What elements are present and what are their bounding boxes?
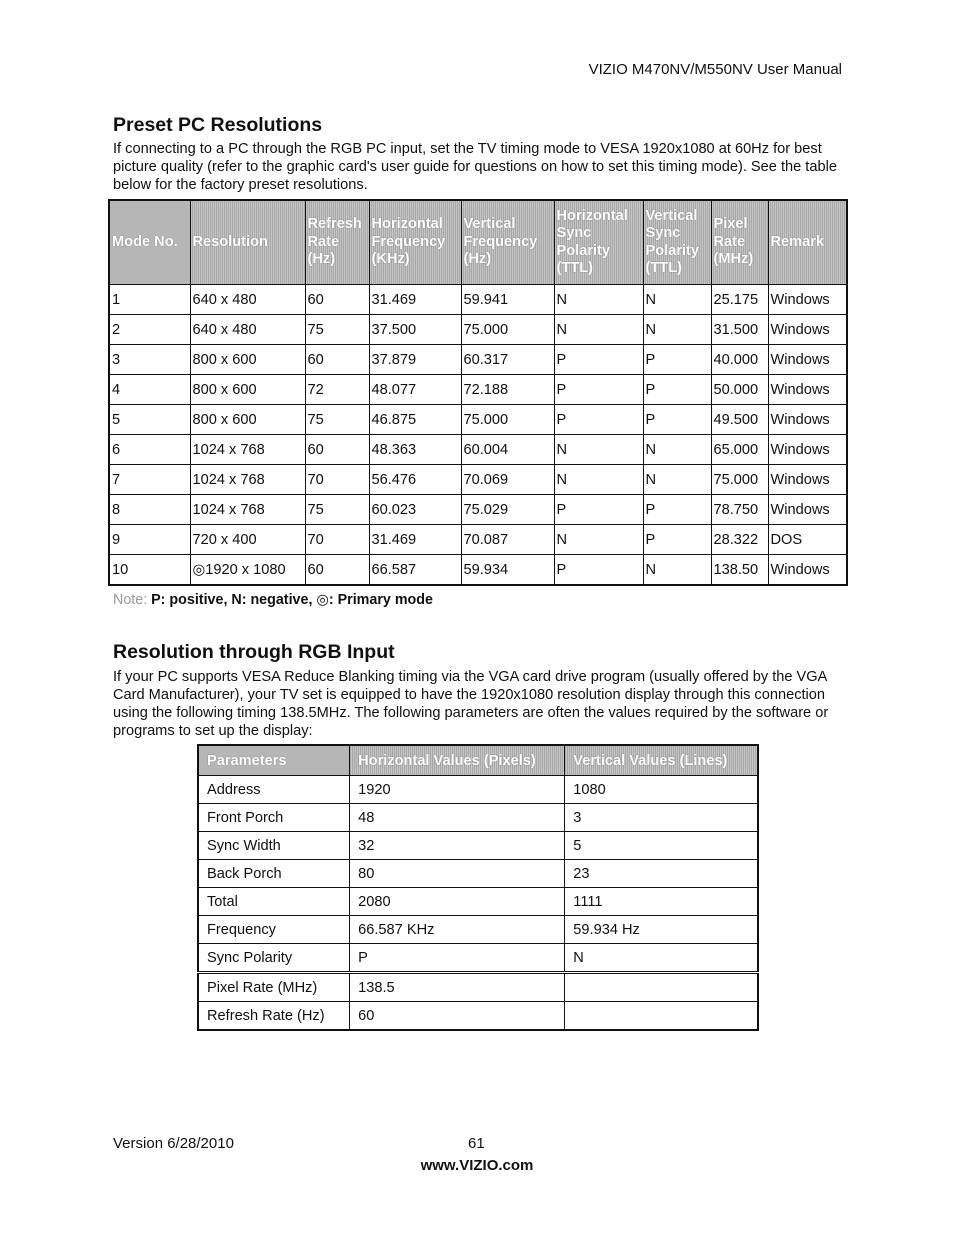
table-cell: N	[643, 285, 711, 315]
table-cell: ◎1920 x 1080	[190, 555, 305, 586]
table-cell: 31.469	[369, 285, 461, 315]
table-row	[198, 832, 758, 860]
table-cell: 1024 x 768	[190, 435, 305, 465]
table-cell: P	[554, 345, 643, 375]
table-cell: 48.363	[369, 435, 461, 465]
column-header: Parameters	[198, 745, 350, 776]
table-row	[109, 345, 847, 375]
table-cell: N	[643, 555, 711, 586]
column-header: Vertical Frequency (Hz)	[461, 200, 554, 285]
column-header: Mode No.	[109, 200, 190, 285]
table-cell: 40.000	[711, 345, 768, 375]
table-cell: 5	[109, 405, 190, 435]
table-cell: 640 x 480	[190, 315, 305, 345]
table-cell: 3	[565, 804, 758, 832]
table-cell: 60.023	[369, 495, 461, 525]
table-cell: 1024 x 768	[190, 495, 305, 525]
table-cell: 31.500	[711, 315, 768, 345]
table-cell: 75.000	[461, 405, 554, 435]
column-header: Horizontal Sync Polarity (TTL)	[554, 200, 643, 285]
table-cell: 75	[305, 405, 369, 435]
table-cell: P	[643, 405, 711, 435]
table-cell: 640 x 480	[190, 285, 305, 315]
table-note	[113, 592, 433, 608]
table-cell: 37.879	[369, 345, 461, 375]
table-cell: 72	[305, 375, 369, 405]
table-cell: Windows	[768, 495, 847, 525]
table-row	[109, 375, 847, 405]
table-cell: P	[554, 375, 643, 405]
table-cell: 60	[350, 1002, 565, 1031]
table-cell: Windows	[768, 375, 847, 405]
table-row	[109, 405, 847, 435]
table-cell: 32	[350, 832, 565, 860]
column-header: Pixel Rate (MHz)	[711, 200, 768, 285]
section-intro-rgb: If your PC supports VESA Reduce Blanking timing via the VGA card drive program (usually offered by the VGA Card Manufacturer), your TV set is equipped to have the 1920x1080 resolution display through this connection using the following timing 138.5MHz. The following parameters are often the values required by the software or programs to set up the display:	[113, 669, 829, 739]
table-cell: 6	[109, 435, 190, 465]
table-row	[198, 804, 758, 832]
table-cell: P	[643, 375, 711, 405]
table-cell: Windows	[768, 555, 847, 586]
table-cell	[565, 973, 758, 1002]
table-cell: 75.000	[461, 315, 554, 345]
table-cell: 1	[109, 285, 190, 315]
table-cell: Sync Width	[198, 832, 350, 860]
table-cell: 59.934 Hz	[565, 916, 758, 944]
section-title-preset-pc-resolutions: Preset PC Resolutions	[113, 114, 323, 136]
table-cell: P	[643, 525, 711, 555]
table-cell	[565, 1002, 758, 1031]
table-cell: Frequency	[198, 916, 350, 944]
table-cell: 138.5	[350, 973, 565, 1002]
table-cell: Windows	[768, 465, 847, 495]
table-cell: 60	[305, 435, 369, 465]
table-cell: 2080	[350, 888, 565, 916]
table-cell: 800 x 600	[190, 345, 305, 375]
table-cell: 25.175	[711, 285, 768, 315]
table-cell: 60.004	[461, 435, 554, 465]
table-cell: 37.500	[369, 315, 461, 345]
table-cell: 66.587	[369, 555, 461, 586]
footer-version: Version 6/28/2010	[113, 1135, 234, 1152]
table-cell: 800 x 600	[190, 375, 305, 405]
table-cell: N	[554, 525, 643, 555]
table-cell: 138.50	[711, 555, 768, 586]
table-row	[109, 285, 847, 315]
table-cell: 75	[305, 315, 369, 345]
table-cell: N	[565, 944, 758, 973]
table-cell: 23	[565, 860, 758, 888]
page-number: 61	[468, 1135, 485, 1152]
table-cell: Windows	[768, 345, 847, 375]
table-cell: 78.750	[711, 495, 768, 525]
table-cell: 75	[305, 495, 369, 525]
table-row	[109, 555, 847, 586]
table-cell: 7	[109, 465, 190, 495]
table-cell: N	[554, 315, 643, 345]
table-cell: N	[643, 435, 711, 465]
section-intro-preset: If connecting to a PC through the RGB PC input, set the TV timing mode to VESA 1920x1080 at 60Hz for best picture quality (refer to the graphic card's user guide for questions on how to set this timing mode). See the table below for the factory preset resolutions.	[113, 141, 837, 193]
table-cell: 10	[109, 555, 190, 586]
table-cell: 4	[109, 375, 190, 405]
table-cell: 31.469	[369, 525, 461, 555]
column-header: Vertical Values (Lines)	[565, 745, 758, 776]
table-cell: 720 x 400	[190, 525, 305, 555]
table-cell: 800 x 600	[190, 405, 305, 435]
table-cell: Sync Polarity	[198, 944, 350, 973]
table-cell: 70	[305, 465, 369, 495]
table-cell: 60.317	[461, 345, 554, 375]
table-row	[198, 916, 758, 944]
table-cell: Front Porch	[198, 804, 350, 832]
table-cell: 9	[109, 525, 190, 555]
column-header: Horizontal Values (Pixels)	[350, 745, 565, 776]
table-cell: DOS	[768, 525, 847, 555]
table-cell: Windows	[768, 435, 847, 465]
table-cell: Address	[198, 776, 350, 804]
table-cell: 60	[305, 285, 369, 315]
table-cell: Refresh Rate (Hz)	[198, 1002, 350, 1031]
table-cell: 48.077	[369, 375, 461, 405]
table-cell: 65.000	[711, 435, 768, 465]
table-cell: N	[554, 465, 643, 495]
note-label: Note:	[113, 592, 148, 608]
table-cell: N	[554, 435, 643, 465]
footer-website: www.VIZIO.com	[420, 1157, 534, 1174]
table-cell: 1920	[350, 776, 565, 804]
table-cell: 1080	[565, 776, 758, 804]
table-row	[109, 435, 847, 465]
section-title-rgb-input: Resolution through RGB Input	[113, 641, 395, 663]
column-header: Refresh Rate (Hz)	[305, 200, 369, 285]
table-cell: 60	[305, 555, 369, 586]
table-cell: P	[643, 495, 711, 525]
table-cell: 75.029	[461, 495, 554, 525]
table-cell: 3	[109, 345, 190, 375]
table-cell: 59.934	[461, 555, 554, 586]
column-header: Resolution	[190, 200, 305, 285]
table-row	[198, 888, 758, 916]
table-cell: Back Porch	[198, 860, 350, 888]
table-cell: P	[350, 944, 565, 973]
table-cell: N	[643, 465, 711, 495]
table-cell: 2	[109, 315, 190, 345]
table-cell: 66.587 KHz	[350, 916, 565, 944]
table-row	[198, 973, 758, 1002]
note-text: P: positive, N: negative, ◎: Primary mode	[147, 592, 433, 608]
table-cell: Windows	[768, 285, 847, 315]
table-cell: N	[554, 285, 643, 315]
preset-resolution-table	[108, 199, 848, 586]
table-cell: 5	[565, 832, 758, 860]
table-cell: P	[554, 495, 643, 525]
table-cell: 80	[350, 860, 565, 888]
table-row	[109, 465, 847, 495]
table-cell: 70.087	[461, 525, 554, 555]
table-row	[109, 315, 847, 345]
table-cell: 60	[305, 345, 369, 375]
table-cell: N	[643, 315, 711, 345]
column-header: Vertical Sync Polarity (TTL)	[643, 200, 711, 285]
table-cell: 1024 x 768	[190, 465, 305, 495]
table-cell: 70	[305, 525, 369, 555]
table-cell: Windows	[768, 315, 847, 345]
table-cell: Total	[198, 888, 350, 916]
table-cell: 1111	[565, 888, 758, 916]
table-row	[198, 860, 758, 888]
column-header: Remark	[768, 200, 847, 285]
table-cell: 59.941	[461, 285, 554, 315]
rgb-table-header-row	[198, 745, 758, 776]
table-row	[109, 525, 847, 555]
rgb-timing-table	[197, 744, 759, 1031]
page-header: VIZIO M470NV/M550NV User Manual	[588, 61, 842, 78]
table-cell: 49.500	[711, 405, 768, 435]
table-cell: 8	[109, 495, 190, 525]
table-row	[198, 1002, 758, 1031]
table-cell: P	[643, 345, 711, 375]
table-cell: P	[554, 405, 643, 435]
table-row	[198, 776, 758, 804]
table-cell: 56.476	[369, 465, 461, 495]
table-cell: 48	[350, 804, 565, 832]
table-cell: Windows	[768, 405, 847, 435]
table-row	[198, 944, 758, 973]
table-cell: Pixel Rate (MHz)	[198, 973, 350, 1002]
table-cell: 75.000	[711, 465, 768, 495]
table-cell: 28.322	[711, 525, 768, 555]
table-cell: 72.188	[461, 375, 554, 405]
column-header: Horizontal Frequency (KHz)	[369, 200, 461, 285]
table-cell: P	[554, 555, 643, 586]
table-cell: 46.875	[369, 405, 461, 435]
resolution-table-header-row	[109, 200, 847, 285]
table-row	[109, 495, 847, 525]
table-cell: 50.000	[711, 375, 768, 405]
table-cell: 70.069	[461, 465, 554, 495]
